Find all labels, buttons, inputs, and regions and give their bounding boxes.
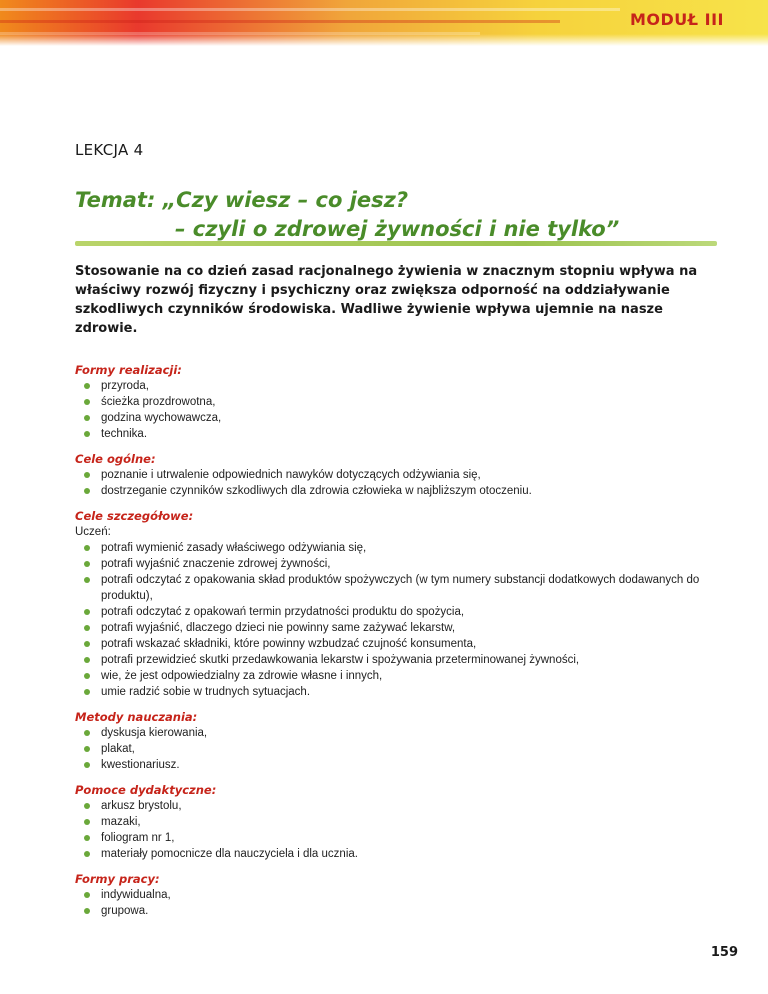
list-item: dyskusja kierowania, xyxy=(75,725,735,741)
section-cele-szczegolowe xyxy=(75,508,735,700)
list-item: foliogram nr 1, xyxy=(75,830,735,846)
list-item: potrafi odczytać z opakowań termin przydatności produktu do spożycia, xyxy=(75,604,735,620)
list-item: mazaki, xyxy=(75,814,735,830)
bullet-list xyxy=(75,378,735,442)
bullet-icon xyxy=(84,819,90,825)
list-item: potrafi przewidzieć skutki przedawkowania lekarstw i spożywania przeterminowanej żywności, xyxy=(75,652,735,668)
bullet-icon xyxy=(84,851,90,857)
band-streak xyxy=(0,20,560,23)
bullet-list xyxy=(75,725,735,773)
list-item: ścieżka prozdrowotna, xyxy=(75,394,735,410)
bullet-icon xyxy=(84,730,90,736)
bullet-icon xyxy=(84,746,90,752)
section-intro-text: Uczeń: xyxy=(75,526,111,538)
list-item: dostrzeganie czynników szkodliwych dla zdrowia człowieka w najbliższym otoczeniu. xyxy=(75,483,735,499)
title-line-2: – czyli o zdrowej żywności i nie tylko” xyxy=(175,217,620,241)
section-pomoce-dydaktyczne xyxy=(75,782,735,862)
bullet-icon xyxy=(84,803,90,809)
band-fade xyxy=(0,34,768,46)
module-label: MODUŁ III xyxy=(630,10,724,29)
title-underline xyxy=(75,241,717,246)
bullet-icon xyxy=(84,415,90,421)
bullet-list xyxy=(75,798,735,862)
page-number: 159 xyxy=(710,945,738,960)
list-item: potrafi odczytać z opakowania skład produktów spożywczych (w tym numery substancji dodatkowych dodawanych do produktu), xyxy=(75,572,735,604)
list-item: arkusz brystolu, xyxy=(75,798,735,814)
bullet-icon xyxy=(84,835,90,841)
list-item: poznanie i utrwalenie odpowiednich nawyków dotyczących odżywiania się, xyxy=(75,467,735,483)
list-item: godzina wychowawcza, xyxy=(75,410,735,426)
list-item: materiały pomocnicze dla nauczyciela i dla ucznia. xyxy=(75,846,735,862)
bullet-icon xyxy=(84,545,90,551)
bullet-icon xyxy=(84,609,90,615)
band-streak xyxy=(0,8,620,11)
list-item: plakat, xyxy=(75,741,735,757)
list-item: grupowa. xyxy=(75,903,735,919)
section-heading: Pomoce dydaktyczne: xyxy=(75,783,217,797)
list-item: technika. xyxy=(75,426,735,442)
section-cele-ogolne xyxy=(75,451,735,499)
list-item: potrafi wskazać składniki, które powinny wzbudzać czujność konsumenta, xyxy=(75,636,735,652)
bullet-list xyxy=(75,887,735,919)
bullet-icon xyxy=(84,762,90,768)
list-item: przyroda, xyxy=(75,378,735,394)
bullet-icon xyxy=(84,625,90,631)
list-item: umie radzić sobie w trudnych sytuacjach. xyxy=(75,684,735,700)
bullet-icon xyxy=(84,908,90,914)
section-heading: Metody nauczania: xyxy=(75,710,198,724)
intro-paragraph: Stosowanie na co dzień zasad racjonalnego żywienia w znacznym stopniu wpływa na właściwy rozwój fizyczny i psychiczny oraz zwiększa odporność na oddziaływanie szkodliwych czynników środowiska. Wadliwe żywienie wpływa ujemnie na nasze zdrowie. xyxy=(75,264,698,336)
bullet-icon xyxy=(84,431,90,437)
title-line-1: Temat: „Czy wiesz – co jesz? xyxy=(75,188,409,212)
list-item: potrafi wymienić zasady właściwego odżywiania się, xyxy=(75,540,735,556)
list-item: potrafi wyjaśnić znaczenie zdrowej żywności, xyxy=(75,556,735,572)
section-metody-nauczania xyxy=(75,709,735,773)
section-formy-realizacji xyxy=(75,362,735,442)
bullet-icon xyxy=(84,561,90,567)
section-formy-pracy xyxy=(75,871,735,919)
lesson-sections xyxy=(75,362,735,928)
bullet-icon xyxy=(84,641,90,647)
bullet-icon xyxy=(84,383,90,389)
bullet-icon xyxy=(84,472,90,478)
lesson-number: LEKCJA 4 xyxy=(75,141,144,159)
list-item: wie, że jest odpowiedzialny za zdrowie własne i innych, xyxy=(75,668,735,684)
bullet-list xyxy=(75,467,735,499)
bullet-icon xyxy=(84,657,90,663)
bullet-icon xyxy=(84,488,90,494)
bullet-list xyxy=(75,540,735,700)
lesson-title xyxy=(75,186,619,244)
bullet-icon xyxy=(84,892,90,898)
section-heading: Formy realizacji: xyxy=(75,363,182,377)
list-item: kwestionariusz. xyxy=(75,757,735,773)
bullet-icon xyxy=(84,673,90,679)
section-heading: Cele ogólne: xyxy=(75,452,156,466)
section-heading: Cele szczegółowe: xyxy=(75,509,194,523)
bullet-icon xyxy=(84,577,90,583)
list-item: potrafi wyjaśnić, dlaczego dzieci nie powinny same zażywać lekarstw, xyxy=(75,620,735,636)
bullet-icon xyxy=(84,689,90,695)
bullet-icon xyxy=(84,399,90,405)
section-heading: Formy pracy: xyxy=(75,872,160,886)
list-item: indywidualna, xyxy=(75,887,735,903)
